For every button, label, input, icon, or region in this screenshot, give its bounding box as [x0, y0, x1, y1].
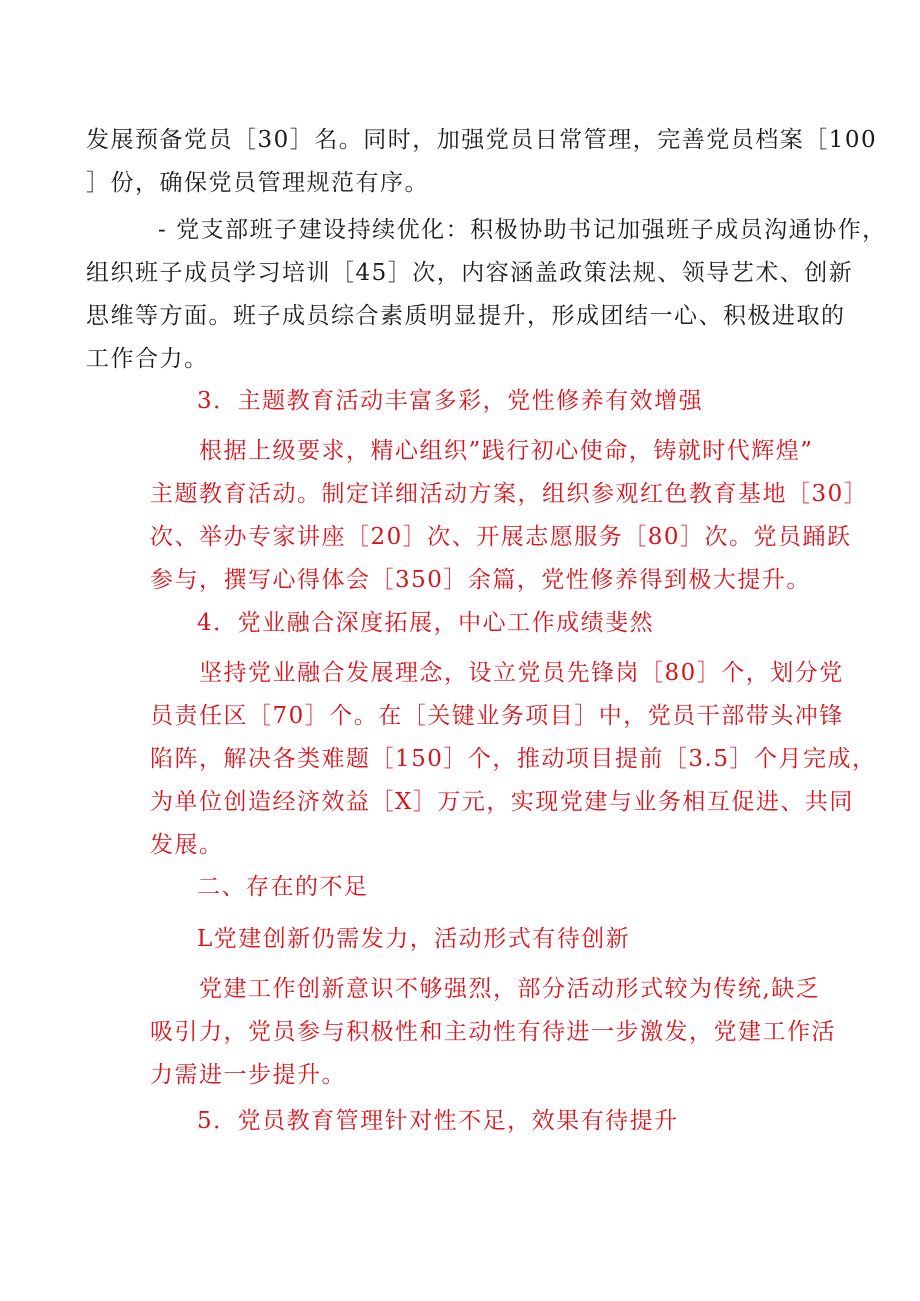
text-line: 根据上级要求，精心组织”践行初心使命，铸就时代辉煌”: [199, 438, 814, 464]
text-line: 发展。: [150, 832, 224, 858]
paragraph-4: [150, 652, 876, 867]
text-line: ］份，确保党员管理规范有序。: [86, 170, 429, 196]
branch-team-building-paragraph: [86, 209, 887, 381]
text-line: 思维等方面。班子成员综合素质明显提升，形成团结一心、积极进取的: [86, 303, 846, 329]
paragraph-3: [150, 430, 868, 602]
text-line: 陷阵，解决各类难题［150］个，推动项目提前［3.5］个月完成，: [150, 746, 877, 772]
text-line: 党建工作创新意识不够强烈，部分活动形式较为传统,缺乏: [199, 976, 821, 1002]
text-line: 组织班子成员学习培训［45］次，内容涵盖政策法规、领导艺术、创新: [86, 260, 854, 286]
heading-text: L党建创新仍需发力，活动形式有待创新: [197, 926, 631, 952]
text-line: 吸引力，党员参与积极性和主动性有待进一步激发，党建工作活: [150, 1019, 836, 1045]
text-line: 坚持党业融合发展理念，设立党员先锋岗［80］个，划分党: [199, 660, 844, 686]
subheading-1: [197, 918, 630, 961]
intro-continuation-paragraph: [86, 119, 877, 205]
text-line: 主题教育活动。制定详细活动方案，组织参观红色教育基地［30］: [150, 481, 869, 507]
heading-5: [197, 1100, 679, 1143]
paragraph-shortfall-1: [150, 968, 836, 1097]
text-line: - 党支部班子建设持续优化：积极协助书记加强班子成员沟通协作，: [158, 217, 887, 243]
heading-text: 4．党业融合深度拓展，中心工作成绩斐然: [197, 610, 655, 636]
text-line: 参与，撰写心得体会［350］余篇，党性修养得到极大提升。: [150, 567, 811, 593]
text-line: 为单位创造经济效益［X］万元，实现党建与业务相互促进、共同: [150, 789, 854, 815]
heading-text: 5．党员教育管理针对性不足，效果有待提升: [197, 1108, 679, 1134]
heading-text: 二、存在的不足: [197, 874, 369, 900]
heading-text: 3．主题教育活动丰富多彩，党性修养有效增强: [197, 388, 704, 414]
text-line: 力需进一步提升。: [150, 1062, 346, 1088]
text-line: 次、举办专家讲座［20］次、开展志愿服务［80］次。党员踊跃: [150, 524, 852, 550]
heading-3: [197, 380, 703, 423]
text-line: 工作合力。: [86, 346, 209, 372]
text-line: 发展预备党员［30］名。同时，加强党员日常管理，完善党员档案［100: [86, 127, 878, 153]
text-line: 员责任区［70］个。在［关键业务项目］中，党员干部带头冲锋: [150, 703, 844, 729]
section-2-heading: [197, 866, 369, 909]
heading-4: [197, 602, 654, 645]
